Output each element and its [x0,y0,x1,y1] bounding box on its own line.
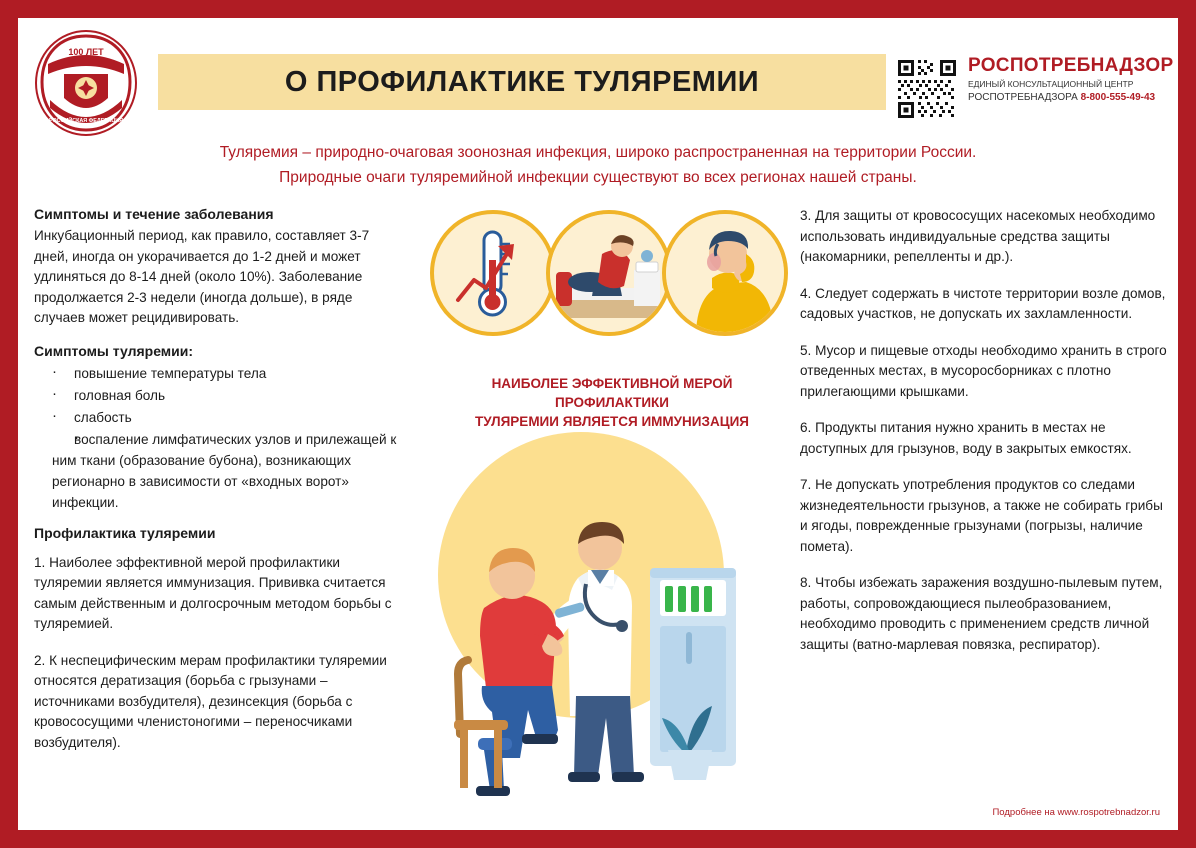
list-item: · повышение температуры тела [34,363,402,384]
prophylaxis-item-4: 4. Следует содержать в чистоте территории возле домов, садовых участков, не допускать их захламленности. [800,285,1166,321]
prophylaxis-item-8: 8. Чтобы избежать заражения воздушно-пылевым путем, работы, сопровождающиеся пылеобразованием, необходимо проводить с применением средств личной защиты (ватно-марлевая повязка, респиратор). [800,575,1163,652]
man-with-neck-pain-illustration [662,210,788,336]
header [28,28,1174,132]
rospotrebnadzor-website-link[interactable]: www.rospotrebnadzor.ru [1057,807,1160,818]
lead-line-2: Природные очаги туляремийной инфекции существуют во всех регионах нашей страны. [279,169,917,186]
symptoms-list [34,363,402,513]
list-item: · воспаление лимфатических узлов и прилежащей к ним ткани (образование бубона), возникающих регионарно в зависимости от «входных ворот» инфекции. [34,429,402,513]
qr-code-icon [896,58,958,120]
callout-line-2: ТУЛЯРЕМИИ ЯВЛЯЕТСЯ ИММУНИЗАЦИЯ [475,414,749,429]
rospotrebnadzor-contact-block [968,55,1174,104]
prophylaxis-item-1: 1. Наиболее эффективной мерой профилактики туляремии является иммунизация. Прививка считается самым действенным и долгосрочным методом борьбы с туляремией. [34,554,392,631]
prophylaxis-item-3: 3. Для защиты от кровососущих насекомых необходимо использовать индивидуальные средства защиты (накомарники, репелленты и др.). [800,208,1156,264]
hotline-phone: 8-800-555-49-43 [1080,92,1156,103]
prophylaxis-item-6: 6. Продукты питания нужно хранить в местах не доступных для грызунов, воду в закрытых емкостях. [800,420,1132,456]
left-column [34,206,402,769]
poster-inner [28,28,1174,820]
vaccination-illustration [428,420,784,800]
right-column [800,206,1168,671]
consult-center-line1: ЕДИНЫЙ КОНСУЛЬТАЦИОННЫЙ ЦЕНТР [968,79,1134,89]
consult-center-org: РОСПОТРЕБНАДЗОРА [968,92,1078,103]
svg-text:100 ЛЕТ: 100 ЛЕТ [68,47,104,57]
heading-prophylaxis: Профилактика туляремии [34,524,216,541]
consult-center-line2 [968,92,1168,104]
heading-symptoms-course: Симптомы и течение заболевания [34,206,274,222]
list-item: · слабость [34,407,402,428]
svg-text:РОССИЙСКАЯ ФЕДЕРАЦИЯ: РОССИЙСКАЯ ФЕДЕРАЦИЯ [48,118,124,124]
prophylaxis-item-5: 5. Мусор и пищевые отходы необходимо хранить в строго отведенных местах, в мусоросборниках с плотно прилегающими крышками. [800,342,1167,399]
bedridden-patient-illustration [546,210,672,336]
list-item: · головная боль [34,385,402,406]
prophylaxis-item-2: 2. К неспецифическим мерам профилактики туляремии относятся дератизация (борьба с грызунами – источниками возбудителя), дезинсекция (борьба с кровососущими членистоногими – переносчиками возбудителя). [34,652,387,750]
footer-note-prefix: Подробнее на [992,807,1058,818]
lead-paragraph [28,140,1168,190]
thermometer-icon [430,210,556,336]
footer-note [992,807,1160,818]
rospotrebnadzor-emblem-icon [34,30,138,136]
prophylaxis-item-7: 7. Не допускать употребления продуктов со следами жизнедеятельности грызунов, а также не собирать грибы и ягоды, поврежденные грызунами (погрызы, наличие помета). [800,477,1163,554]
page-title: О ПРОФИЛАКТИКЕ ТУЛЯРЕМИИ [284,65,760,98]
callout-line-1: НАИБОЛЕЕ ЭФФЕКТИВНОЙ МЕРОЙ ПРОФИЛАКТИКИ [491,376,733,410]
lead-line-1: Туляремия – природно-очаговая зоонозная инфекция, широко распространенная на территории России. [219,144,977,161]
title-band [158,54,886,110]
org-name: РОСПОТРЕБНАДЗОР [968,55,1174,76]
heading-symptoms-list: Симптомы туляремии: [34,342,194,359]
symptom-illustrations [430,206,786,340]
paragraph-incubation: Инкубационный период, как правило, составляет 3-7 дней, иногда он укорачивается до 1-2 дней и может удлиняться до 8-14 дней (около 10%). Заболевание продолжается 2-3 недели (иногда дольше), в ряде случаев может рецидивировать. [34,228,370,325]
